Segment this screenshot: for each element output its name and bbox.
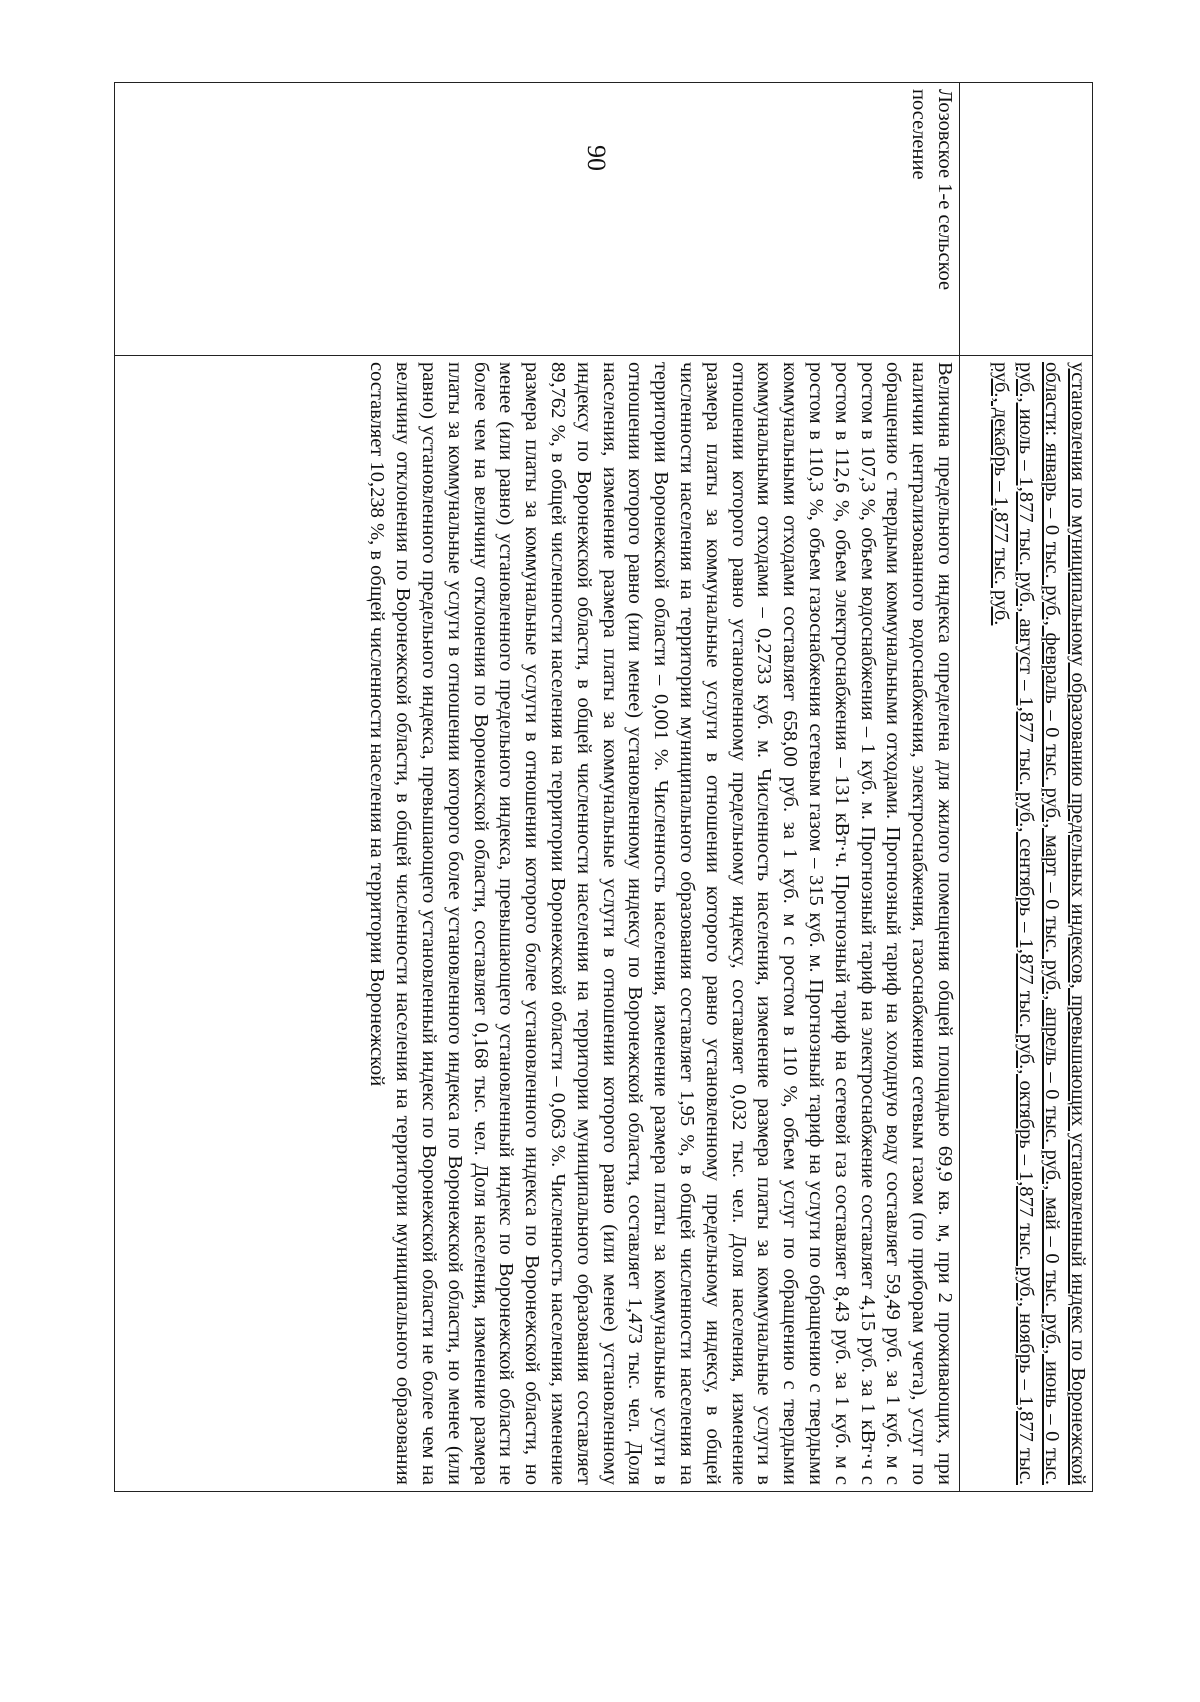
- description-cell: [960, 356, 1093, 1492]
- table-row: [960, 83, 1093, 1492]
- municipality-cell: Лозовское 1-е сельское поселение: [115, 83, 960, 356]
- page-number: 90: [582, 145, 611, 171]
- municipality-cell: [960, 83, 1093, 356]
- rotated-page-content: [108, 82, 1093, 1492]
- indices-table: [114, 82, 1093, 1492]
- description-text: установления по муниципальному образованию предельных индексов, превышающих установленный индекс по Воронежской области: январь – 0 тыс. руб., февраль – 0 тыс. руб., март – 0 тыс. руб., апрель – 0 тыс. руб., май – 0 тыс. руб., июнь – 0 тыс. руб., июль – 1,877 тыс. руб., август – 1,877 тыс. руб., сентябрь – 1,877 тыс. руб., октябрь – 1,877 тыс. руб., ноябрь – 1,877 тыс. руб., декабрь – 1,877 тыс. руб.: [989, 362, 1089, 1485]
- table-row: [115, 83, 960, 1492]
- description-cell: Величина предельного индекса определена для жилого помещения общей площадью 69,9 кв. м, при 2 проживающих, при наличии централизованного водоснабжения, электроснабжения, газоснабжения сетевым газом (по приборам учета), услуг по обращению с твердыми коммунальными отходами. Прогнозный тариф на холодную воду составляет 59,49 руб. за 1 куб. м с ростом в 107,3 %, объем водоснабжения – 1 куб. м. Прогнозный тариф на электроснабжение составляет 4,15 руб. за 1 кВт·ч с ростом в 112,6 %, объем электроснабжения – 131 кВт·ч. Прогнозный тариф на сетевой газ составляет 8,43 руб. за 1 куб. м с ростом в 110,3 %, объем газоснабжения сетевым газом – 315 куб. м. Прогнозный тариф на услуги по обращению с твердыми коммунальными отходами составляет 658,00 руб. за 1 куб. м с ростом в 110 %, объем услуг по обращению с твердыми коммунальными отходами – 0,2733 куб. м. Численность населения, изменение размера платы за коммунальные услуги в отношении которого равно установленному предельному индексу, составляет 0,032 тыс. чел. Доля населения, изменение размера платы за коммунальные услуги в отношении которого равно установленному предельному индексу, в общей численности населения на территории муниципального образования составляет 1,95 %, в общей численности населения на территории Воронежской области – 0,001 %. Численность населения, изменение размера платы за коммунальные услуги в отношении которого равно (или менее) установленному индексу по Воронежской области, составляет 1,473 тыс. чел. Доля населения, изменение размера платы за коммунальные услуги в отношении которого равно (или менее) установленному индексу по Воронежской области, в общей численности населения на территории муниципального образования составляет 89,762 %, в общей численности населения на территории Воронежской области – 0,063 %. Численность населения, изменение размера платы за коммунальные услуги в отношении которого более установленного индекса по Воронежской области, но менее (или равно) установленного предельного индекса, превышающего установленный индекс по Воронежской области не более чем на величину отклонения по Воронежской области, составляет 0,168 тыс. чел. Доля населения, изменение размера платы за коммунальные услуги в отношении которого более установленного индекса по Воронежской области, но менее (или равно) установленного предельного индекса, превышающего установленный индекс по Воронежской области не более чем на величину отклонения по Воронежской области, в общей численности населения на территории муниципального образования составляет 10,238 %, в общей численности населения на территории Воронежской: [115, 356, 960, 1492]
